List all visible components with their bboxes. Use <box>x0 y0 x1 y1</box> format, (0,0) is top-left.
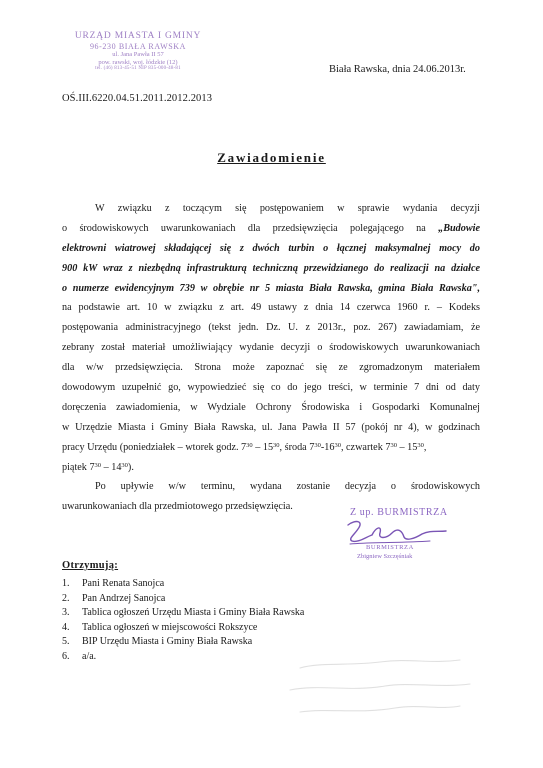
stamp-line: pow. rawski, woj. łódzkie (12) <box>98 58 178 66</box>
hours-superscript: 30 <box>314 441 321 449</box>
list-item-text: Pani Renata Sanojca <box>82 578 165 589</box>
document-title: Zawiadomienie <box>217 150 326 165</box>
hours-superscript: 30 <box>334 441 341 449</box>
list-item-text: Tablica ogłoszeń Urzędu Miasta i Gminy Biała Rawska <box>82 607 305 619</box>
stamp-line: URZĄD MIASTA I GMINY <box>74 31 202 41</box>
hours-text: pracy Urzędu (poniedziałek – wtorek godz. 7 <box>62 441 247 453</box>
list-item-text: Pan Andrzej Sanojca <box>82 592 166 604</box>
hours-superscript: 30 <box>246 441 253 449</box>
recipients-heading: Otrzymują: <box>62 560 119 571</box>
body-line: na podstawie art. 10 w związku z art. 49 ustawy z dnia 14 czerwca 1960 r. – Kodeks <box>62 302 480 314</box>
body-line: W związku z toczącym się postępowaniem w sprawie wydania decyzji <box>95 203 480 214</box>
list-item-text: a/a. <box>82 650 97 662</box>
project-name-line: o numerze ewidencyjnym 739 w obrębie nr 5 miasta Biała Rawska, gmina Biała Rawska", <box>62 282 480 294</box>
list-item-number: 1. <box>62 578 70 589</box>
list-item-text: BIP Urzędu Miasta i Gminy Biała Rawska <box>82 636 253 648</box>
stamp-line: 96-230 BIAŁA RAWSKA <box>89 41 187 51</box>
list-item-number: 2. <box>62 592 70 604</box>
hours-text: , środa 7 <box>279 441 315 453</box>
hours-text: – 15 <box>396 441 418 453</box>
signature-stamp-line: BURMISTRZA <box>366 544 414 551</box>
body-line: dla w/w przedsięwzięcia. Strona może zapoznać się ze zgromadzonym materiałem <box>62 362 480 374</box>
hours-text: , czwartek 7 <box>340 441 391 453</box>
stamp-line: ul. Jana Pawła II 57 <box>112 51 164 59</box>
hours-text: – 15 <box>252 441 274 453</box>
list-item-text: Tablica ogłoszeń w miejscowości Rokszyce <box>82 621 258 633</box>
project-name-line: elektrowni wiatrowej składającej się z dwóch turbin o łącznej maksymalnej mocy do <box>62 242 480 254</box>
hours-superscript: 30 <box>390 441 397 449</box>
list-item-number: 4. <box>62 621 70 633</box>
hours-superscript: 30 <box>273 441 280 449</box>
hours-text: -16 <box>320 441 335 453</box>
project-name-line: 900 kW wraz z niezbędną infrastrukturą techniczną przewidzianego do realizacji na działce <box>62 262 480 274</box>
hours-text: – 14 <box>101 461 122 473</box>
body-line: zebrany został materiał umożliwiający wydanie decyzji o środowiskowych uwarunkowaniach <box>62 342 480 354</box>
hours-superscript: 30 <box>94 461 102 469</box>
signature-stamp-line: Zbigniew Szczęśniak <box>357 553 413 560</box>
body-line: w Urzędzie Miasta i Gminy Biała Rawska, ul. Jana Pawła II 57 (pokój nr 4), w godzinach <box>62 421 480 433</box>
list-item-number: 6. <box>62 650 70 662</box>
body-line: dowodowym uzupełnić go, wypowiedzieć się co do jego treści, w terminie 7 dni od daty <box>62 382 480 394</box>
hours-text: ). <box>127 461 134 473</box>
body-line: uwarunkowaniach dla przedmiotowego przedsięwzięcia. <box>62 501 293 513</box>
body-line: postępowania administracyjnego (tekst jedn. Dz. U. z 2013r., poz. 267) zawiadamiam, że <box>62 322 480 334</box>
place-and-date: Biała Rawska, dnia 24.06.2013r. <box>329 64 466 75</box>
hours-text: piątek 7 <box>62 461 95 473</box>
stamp-line: tel. (46) 813-45-51 NIP 835-000-48-81 <box>95 66 181 72</box>
list-item-number: 3. <box>62 607 70 619</box>
body-text-span: o środowiskowych uwarunkowaniach dla przedsięwzięcia polegającego na <box>62 222 439 234</box>
signature-stamp-line: Z up. BURMISTRZA <box>350 507 448 518</box>
list-item-number: 5. <box>62 636 70 648</box>
project-name-span: „Budowie <box>438 222 480 234</box>
body-line: doręczenia zawiadomienia, w Wydziale Ochrony Środowiska i Gospodarki Komunalnej <box>62 401 480 413</box>
hours-text: , <box>423 441 427 453</box>
hours-superscript: 30 <box>121 461 128 469</box>
reference-number: OŚ.III.6220.04.51.2011.2012.2013 <box>62 93 213 104</box>
hours-superscript: 30 <box>417 441 424 449</box>
body-line: Po upływie w/w terminu, wydana zostanie decyzja o środowiskowych <box>95 481 480 493</box>
